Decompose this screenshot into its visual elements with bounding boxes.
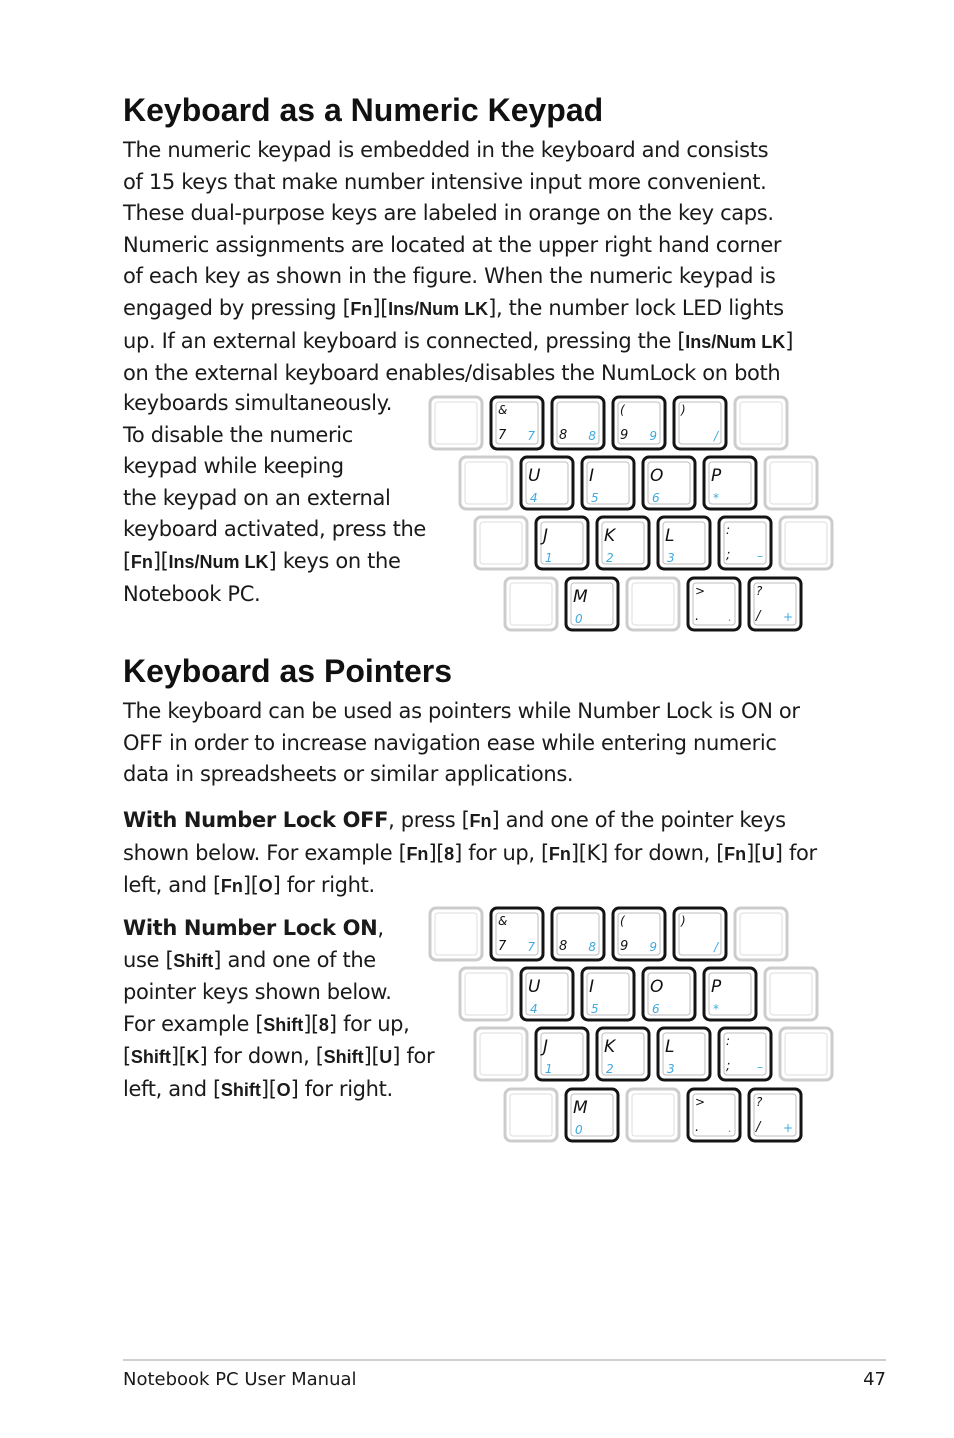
key-name-shift: Shift [323, 1047, 364, 1068]
key-name-fn: Fn [548, 843, 571, 864]
key-numeric-label: 7 [527, 429, 535, 443]
key-main-label: K [604, 526, 616, 546]
keycap-blank [460, 457, 512, 509]
key-name-fn: Fn [406, 843, 429, 864]
key-shift-symbol: > [695, 584, 706, 598]
keycap-blank [765, 457, 817, 509]
number-lock-off-paragraph [123, 805, 817, 903]
footer-divider [123, 1359, 886, 1361]
key-main-label: 9 [620, 428, 629, 443]
keycap [491, 397, 543, 449]
key-shift-symbol: ( [620, 403, 625, 417]
key-main-label: 8 [559, 428, 568, 443]
keycap-outline [430, 397, 482, 449]
numeric-keypad-diagram [425, 392, 840, 634]
key-numeric-label: 9 [649, 429, 657, 443]
text-line: With Number Lock OFF, press [Fn] and one of the pointer keys [123, 808, 786, 832]
text-line: With Number Lock ON, [123, 916, 384, 940]
keycap-blank [735, 397, 787, 449]
key-numeric-label: 5 [591, 491, 599, 505]
section-heading-pointers: Keyboard as Pointers [123, 653, 452, 689]
keycap-outline [765, 968, 817, 1020]
keycap [688, 1089, 740, 1141]
numeric-keypad-side-text [123, 388, 426, 610]
key-numeric-label: 6 [652, 1002, 660, 1016]
keycap [658, 517, 710, 569]
key-main-label: 8 [559, 939, 568, 954]
key-main-label: O [650, 466, 664, 486]
key-main-label: ; [726, 1059, 731, 1074]
keycap-blank [430, 397, 482, 449]
keycap-outline [505, 1089, 557, 1141]
key-main-label: 9 [620, 939, 629, 954]
keycap-blank [735, 908, 787, 960]
key-name-8: 8 [318, 1014, 329, 1035]
text-line: keyboard activated, press the [123, 517, 426, 542]
keycap-blank [627, 578, 679, 630]
keycap [643, 457, 695, 509]
text-line: left, and [Shift][O] for right. [123, 1076, 393, 1101]
key-main-label: / [756, 1120, 761, 1135]
key-main-label: M [573, 1098, 588, 1118]
key-shift-symbol: ) [681, 914, 686, 928]
keycap [521, 968, 573, 1020]
keycap-outline [475, 1028, 527, 1080]
key-name-ins-numlk: Ins/Num LK [388, 298, 489, 319]
keycap [536, 1028, 588, 1080]
keycap-blank [765, 968, 817, 1020]
text-line: engaged by pressing [Fn][Ins/Num LK], the number lock LED lights [123, 295, 784, 320]
keycap-outline [627, 578, 679, 630]
keycap [704, 968, 756, 1020]
keycap [749, 1089, 801, 1141]
keycap-outline [627, 1089, 679, 1141]
key-name-u: U [379, 1047, 393, 1068]
pointer-keys-diagram [425, 903, 840, 1145]
keycap [491, 908, 543, 960]
key-name-fn: Fn [350, 298, 373, 319]
key-main-label: ; [726, 548, 731, 563]
key-name-u: U [761, 843, 775, 864]
key-main-label: P [711, 977, 722, 997]
keycap [597, 1028, 649, 1080]
text-line: pointer keys shown below. [123, 980, 392, 1005]
key-main-label: U [528, 977, 541, 997]
key-main-label: L [665, 1037, 675, 1057]
key-name-shift: Shift [263, 1014, 304, 1035]
keycap [613, 908, 665, 960]
section-heading-numeric-keypad: Keyboard as a Numeric Keypad [123, 92, 604, 128]
text-line: of each key as shown in the figure. When the numeric keypad is [123, 264, 776, 289]
key-numeric-label: 0 [575, 1123, 583, 1137]
text-line: To disable the numeric [123, 422, 353, 447]
keycap-blank [505, 578, 557, 630]
key-name-shift: Shift [220, 1079, 261, 1100]
key-numeric-label: 3 [667, 551, 675, 565]
keycap-outline [780, 1028, 832, 1080]
key-name-ins-numlk: Ins/Num LK [168, 551, 269, 572]
keycap [552, 908, 604, 960]
text-line: For example [Shift][8] for up, [123, 1011, 410, 1036]
key-main-label: . [695, 1120, 700, 1135]
keycap-blank [780, 1028, 832, 1080]
key-numeric-label: / [713, 940, 718, 954]
keycap [566, 578, 618, 630]
key-name-fn: Fn [724, 843, 747, 864]
text-line: Notebook PC. [123, 581, 261, 606]
keycap-outline [735, 397, 787, 449]
keycap [674, 397, 726, 449]
keycap [719, 1028, 771, 1080]
text-line: use [Shift] and one of the [123, 947, 376, 972]
text-line: up. If an external keyboard is connected, pressing the [Ins/Num LK] [123, 328, 794, 353]
key-name-k: K [186, 1047, 200, 1068]
key-numeric-label: . [728, 1121, 732, 1135]
key-numeric-label: 9 [649, 940, 657, 954]
text-line: The numeric keypad is embedded in the keyboard and consists [123, 138, 769, 162]
key-numeric-label: – [757, 1060, 763, 1074]
key-main-label: M [573, 587, 588, 607]
keycap [643, 968, 695, 1020]
keycap-outline [765, 457, 817, 509]
key-main-label: / [756, 609, 761, 624]
key-name-shift: Shift [173, 950, 214, 971]
key-numeric-label: 4 [530, 1002, 538, 1016]
keycap [582, 968, 634, 1020]
keycap-outline [460, 457, 512, 509]
key-numeric-label: 1 [545, 1062, 553, 1076]
key-numeric-label: 2 [606, 1062, 614, 1076]
key-numeric-label: 2 [606, 551, 614, 565]
key-shift-symbol: > [695, 1095, 706, 1109]
keycap-blank [475, 1028, 527, 1080]
key-main-label: 7 [498, 939, 507, 954]
keycap [521, 457, 573, 509]
keycap-blank [780, 517, 832, 569]
keycap-outline [780, 517, 832, 569]
pointers-paragraph [123, 696, 800, 791]
key-main-label: . [695, 609, 700, 624]
key-shift-symbol: & [498, 403, 508, 417]
keycap [688, 578, 740, 630]
key-numeric-label: 3 [667, 1062, 675, 1076]
text-line: left, and [Fn][O] for right. [123, 873, 375, 898]
key-numeric-label: + [782, 1121, 793, 1135]
text-line: the keypad on an external [123, 485, 391, 510]
keycap-blank [460, 968, 512, 1020]
keycap [658, 1028, 710, 1080]
text-line: [Fn][Ins/Num LK] keys on the [123, 548, 401, 573]
page-number: 47 [863, 1369, 886, 1390]
key-shift-symbol: : [726, 1034, 731, 1048]
key-shift-symbol: & [498, 914, 508, 928]
key-numeric-label: 5 [591, 1002, 599, 1016]
key-name-8: 8 [444, 843, 455, 864]
key-shift-symbol: ? [756, 584, 763, 598]
text-line: [Shift][K] for down, [Shift][U] for [123, 1044, 435, 1069]
key-numeric-label: * [713, 1002, 719, 1016]
keycap [566, 1089, 618, 1141]
key-main-label: J [543, 1037, 549, 1057]
key-main-label: U [528, 466, 541, 486]
key-shift-symbol: : [726, 523, 731, 537]
key-name-fn: Fn [469, 811, 492, 831]
keycap [749, 578, 801, 630]
key-main-label: L [665, 526, 675, 546]
text-line: of 15 keys that make number intensive input more convenient. [123, 169, 767, 194]
keycap-blank [430, 908, 482, 960]
keycap-blank [505, 1089, 557, 1141]
keycap-blank [475, 517, 527, 569]
text-line: These dual-purpose keys are labeled in orange on the key caps. [123, 201, 774, 226]
text-line: keyboards simultaneously. [123, 391, 393, 415]
key-shift-symbol: ? [756, 1095, 763, 1109]
key-main-label: P [711, 466, 722, 486]
key-name-fn: Fn [130, 551, 153, 572]
keycap-outline [430, 908, 482, 960]
key-name-o: O [258, 876, 273, 897]
key-shift-symbol: ) [681, 403, 686, 417]
keycap [536, 517, 588, 569]
text-line: keypad while keeping [123, 454, 344, 479]
footer-manual-title: Notebook PC User Manual [123, 1369, 357, 1390]
key-numeric-label: 6 [652, 491, 660, 505]
key-numeric-label: + [782, 610, 793, 624]
keycap [582, 457, 634, 509]
text-line: OFF in order to increase navigation ease while entering numeric [123, 730, 777, 755]
number-lock-on-paragraph [123, 913, 434, 1107]
key-numeric-label: 1 [545, 551, 553, 565]
key-numeric-label: * [713, 491, 719, 505]
keycap [674, 908, 726, 960]
key-numeric-label: . [728, 610, 732, 624]
key-name-o: O [276, 1079, 291, 1100]
number-lock-on-label: With Number Lock ON [123, 916, 378, 940]
key-numeric-label: 8 [588, 940, 596, 954]
key-numeric-label: – [757, 549, 763, 563]
text-line: Numeric assignments are located at the upper right hand corner [123, 232, 782, 257]
keycap-outline [460, 968, 512, 1020]
key-main-label: I [589, 977, 595, 997]
keycap [613, 397, 665, 449]
key-main-label: O [650, 977, 664, 997]
text-line: The keyboard can be used as pointers while Number Lock is ON or [123, 699, 800, 723]
key-name-fn: Fn [220, 876, 243, 897]
numeric-keypad-paragraph [123, 135, 793, 390]
keycap [552, 397, 604, 449]
text-line: data in spreadsheets or similar applications. [123, 762, 574, 787]
key-name-shift: Shift [130, 1047, 171, 1068]
keycap-outline [505, 578, 557, 630]
key-name-ins-numlk: Ins/Num LK [685, 331, 786, 352]
key-numeric-label: 8 [588, 429, 596, 443]
key-numeric-label: 7 [527, 940, 535, 954]
keycap-outline [475, 517, 527, 569]
key-numeric-label: / [713, 429, 718, 443]
key-main-label: K [604, 1037, 616, 1057]
keycap [597, 517, 649, 569]
key-shift-symbol: ( [620, 914, 625, 928]
keycap [704, 457, 756, 509]
key-main-label: 7 [498, 428, 507, 443]
text-line: shown below. For example [Fn][8] for up, [Fn][K] for down, [Fn][U] for [123, 840, 817, 865]
keycap-outline [735, 908, 787, 960]
text-line: on the external keyboard enables/disables the NumLock on both [123, 361, 781, 386]
keycap [719, 517, 771, 569]
key-numeric-label: 4 [530, 491, 538, 505]
key-main-label: I [589, 466, 595, 486]
key-numeric-label: 0 [575, 612, 583, 626]
key-main-label: J [543, 526, 549, 546]
keycap-blank [627, 1089, 679, 1141]
number-lock-off-label: With Number Lock OFF [123, 808, 389, 832]
